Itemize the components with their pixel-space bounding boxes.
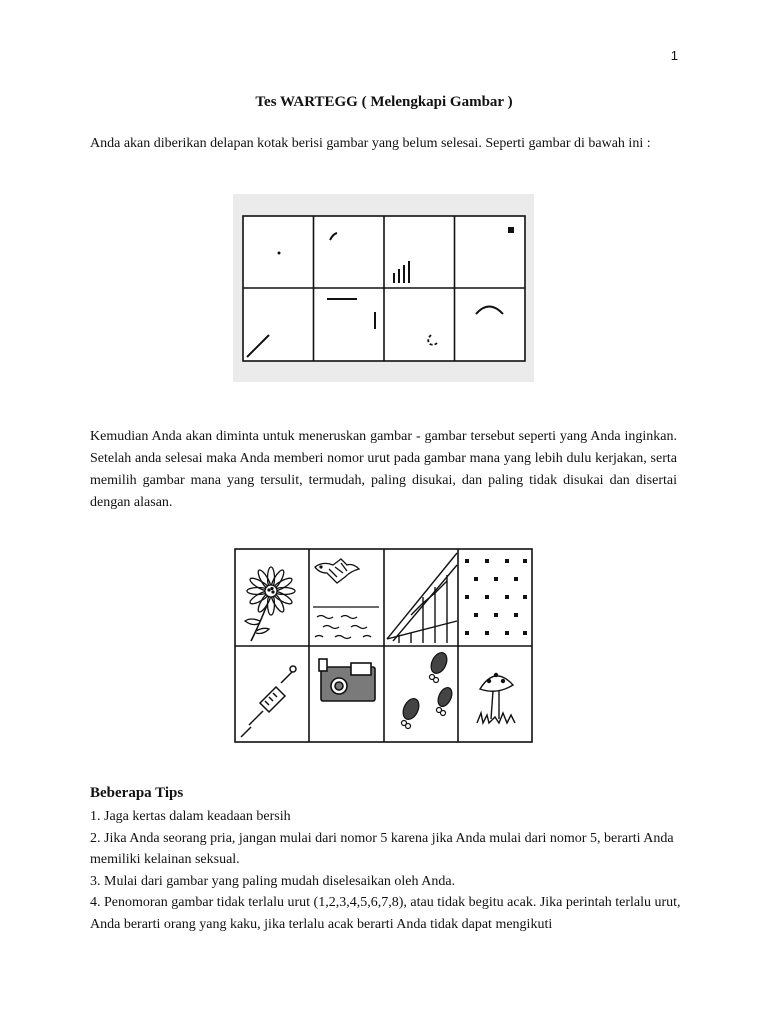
tip-item: 4. Penomoran gambar tidak terlalu urut (1,2,3,4,5,6,7,8), atau tidak begitu acak. Jika perintah terlalu urut, Anda berarti orang yang kaku, jika terlalu acak berarti Anda tidak dapat mengikuti [90,895,681,932]
tips-list [90,806,690,935]
wartegg-completed-example-figure [233,547,534,744]
wartegg-blank-form-grid [233,194,534,382]
document-title: Tes WARTEGG ( Melengkapi Gambar ) [255,94,513,110]
tip-item: 2. Jika Anda seorang pria, jangan mulai dari nomor 5 karena jika Anda mulai dari nomor 5, berarti Anda memiliki kelainan seksual. [90,830,674,867]
tip-item: 3. Mulai dari gambar yang paling mudah diselesaikan oleh Anda. [90,873,456,889]
wartegg-blank-form-figure [233,194,534,382]
tip-item: 1. Jaga kertas dalam keadaan bersih [90,809,291,824]
instructions-paragraph: Kemudian Anda akan diminta untuk meneruskan gambar - gambar tersebut seperti yang Anda inginkan. Setelah anda selesai maka Anda memberi nomor urut pada gambar mana yang lebih dulu kerjakan, serta memilih gambar mana yang tersulit, termudah, paling disukai, dan paling tidak disukai dan disertai dengan alasan. [90,429,677,510]
page-number: 1 [670,48,678,63]
intro-paragraph: Anda akan diberikan delapan kotak berisi gambar yang belum selesai. Seperti gambar di bawah ini : [90,136,651,151]
cell-1-dot-stimulus [278,252,281,255]
cell-4-square-stimulus [508,227,514,233]
wartegg-completed-grid [233,547,534,744]
tips-heading: Beberapa Tips [90,785,184,801]
